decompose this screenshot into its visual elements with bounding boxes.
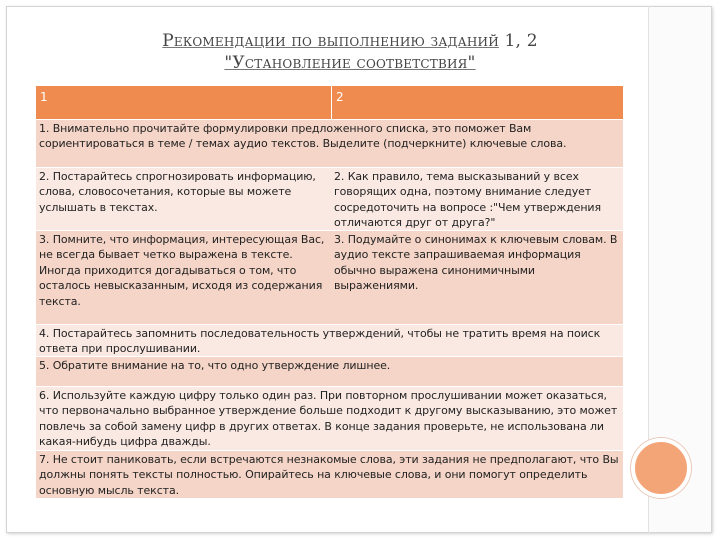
table-row-6 [36,387,623,451]
row-7-text: 7. Не стоит паниковать, если встречаются незнакомые слова, эти задания не предполагают, что Вы должны понять тексты полностью. Опирайтесь на ключевые слова, и они помогут определить основную мысль текста. [39,453,619,497]
slide-title [70,30,630,74]
decorative-circle [631,438,691,498]
table-row-7 [36,451,623,499]
title-line-1 [70,30,630,52]
title-line-1-number: 1, 2 [504,31,538,51]
row-3-right-text: 3. Подумайте о синонимах к ключевым словам. В аудио тексте запрашиваемая информация обычно выражена синонимичными выражениями. [334,233,618,293]
table-header [36,86,623,120]
recommendations-table [36,86,623,499]
title-line-1-text: Рекомендации по выполнению заданий [162,31,499,51]
table-row-4 [36,325,623,357]
table-row-5 [36,357,623,387]
row-6-text: 6. Используйте каждую цифру только один раз. При повторном прослушивании может оказаться, что первоначально выбранное утверждение больше подходит к другому высказыванию, это может повлечь за собой замену цифр в других ответах. В конце задания проверьте, не использована ли какая-нибудь цифра дважды. [39,389,618,449]
row-2-right-text: 2. Как правило, тема высказываний у всех говорящих одна, поэтому внимание следует сосредоточить на вопросе :"Чем утверждения отличаются друг от друга?" [334,170,602,230]
table-row-3 [36,231,623,325]
table-row-2 [36,168,623,231]
row-3-left-text: 3. Помните, что информация, интересующая Вас, не всегда бывает четко выражена в тексте. Иногда приходится догадываться о том, что осталось невысказанным, исходя из содержания текста. [39,233,325,308]
table-row-1 [36,120,623,168]
row-4-text: 4. Постарайтесь запомнить последовательность утверждений, чтобы не тратить время на поиск ответа при прослушивании. [39,327,601,356]
row-2-left-text: 2. Постарайтесь спрогнозировать информацию, слова, словосочетания, которые вы можете услышать в текстах. [39,170,316,214]
title-line-2: "Установление соответствия" [224,53,476,73]
row-1-text: 1. Внимательно прочитайте формулировки предложенного списка, это поможет Вам сориентироваться в теме / темах аудио текстов. Выделите (подчеркните) ключевые слова. [39,122,567,151]
row-5-text: 5. Обратите внимание на то, что одно утверждение лишнее. [39,359,391,372]
header-col-1: 1 [40,90,48,104]
header-divider [331,86,332,119]
header-col-2: 2 [336,90,344,104]
